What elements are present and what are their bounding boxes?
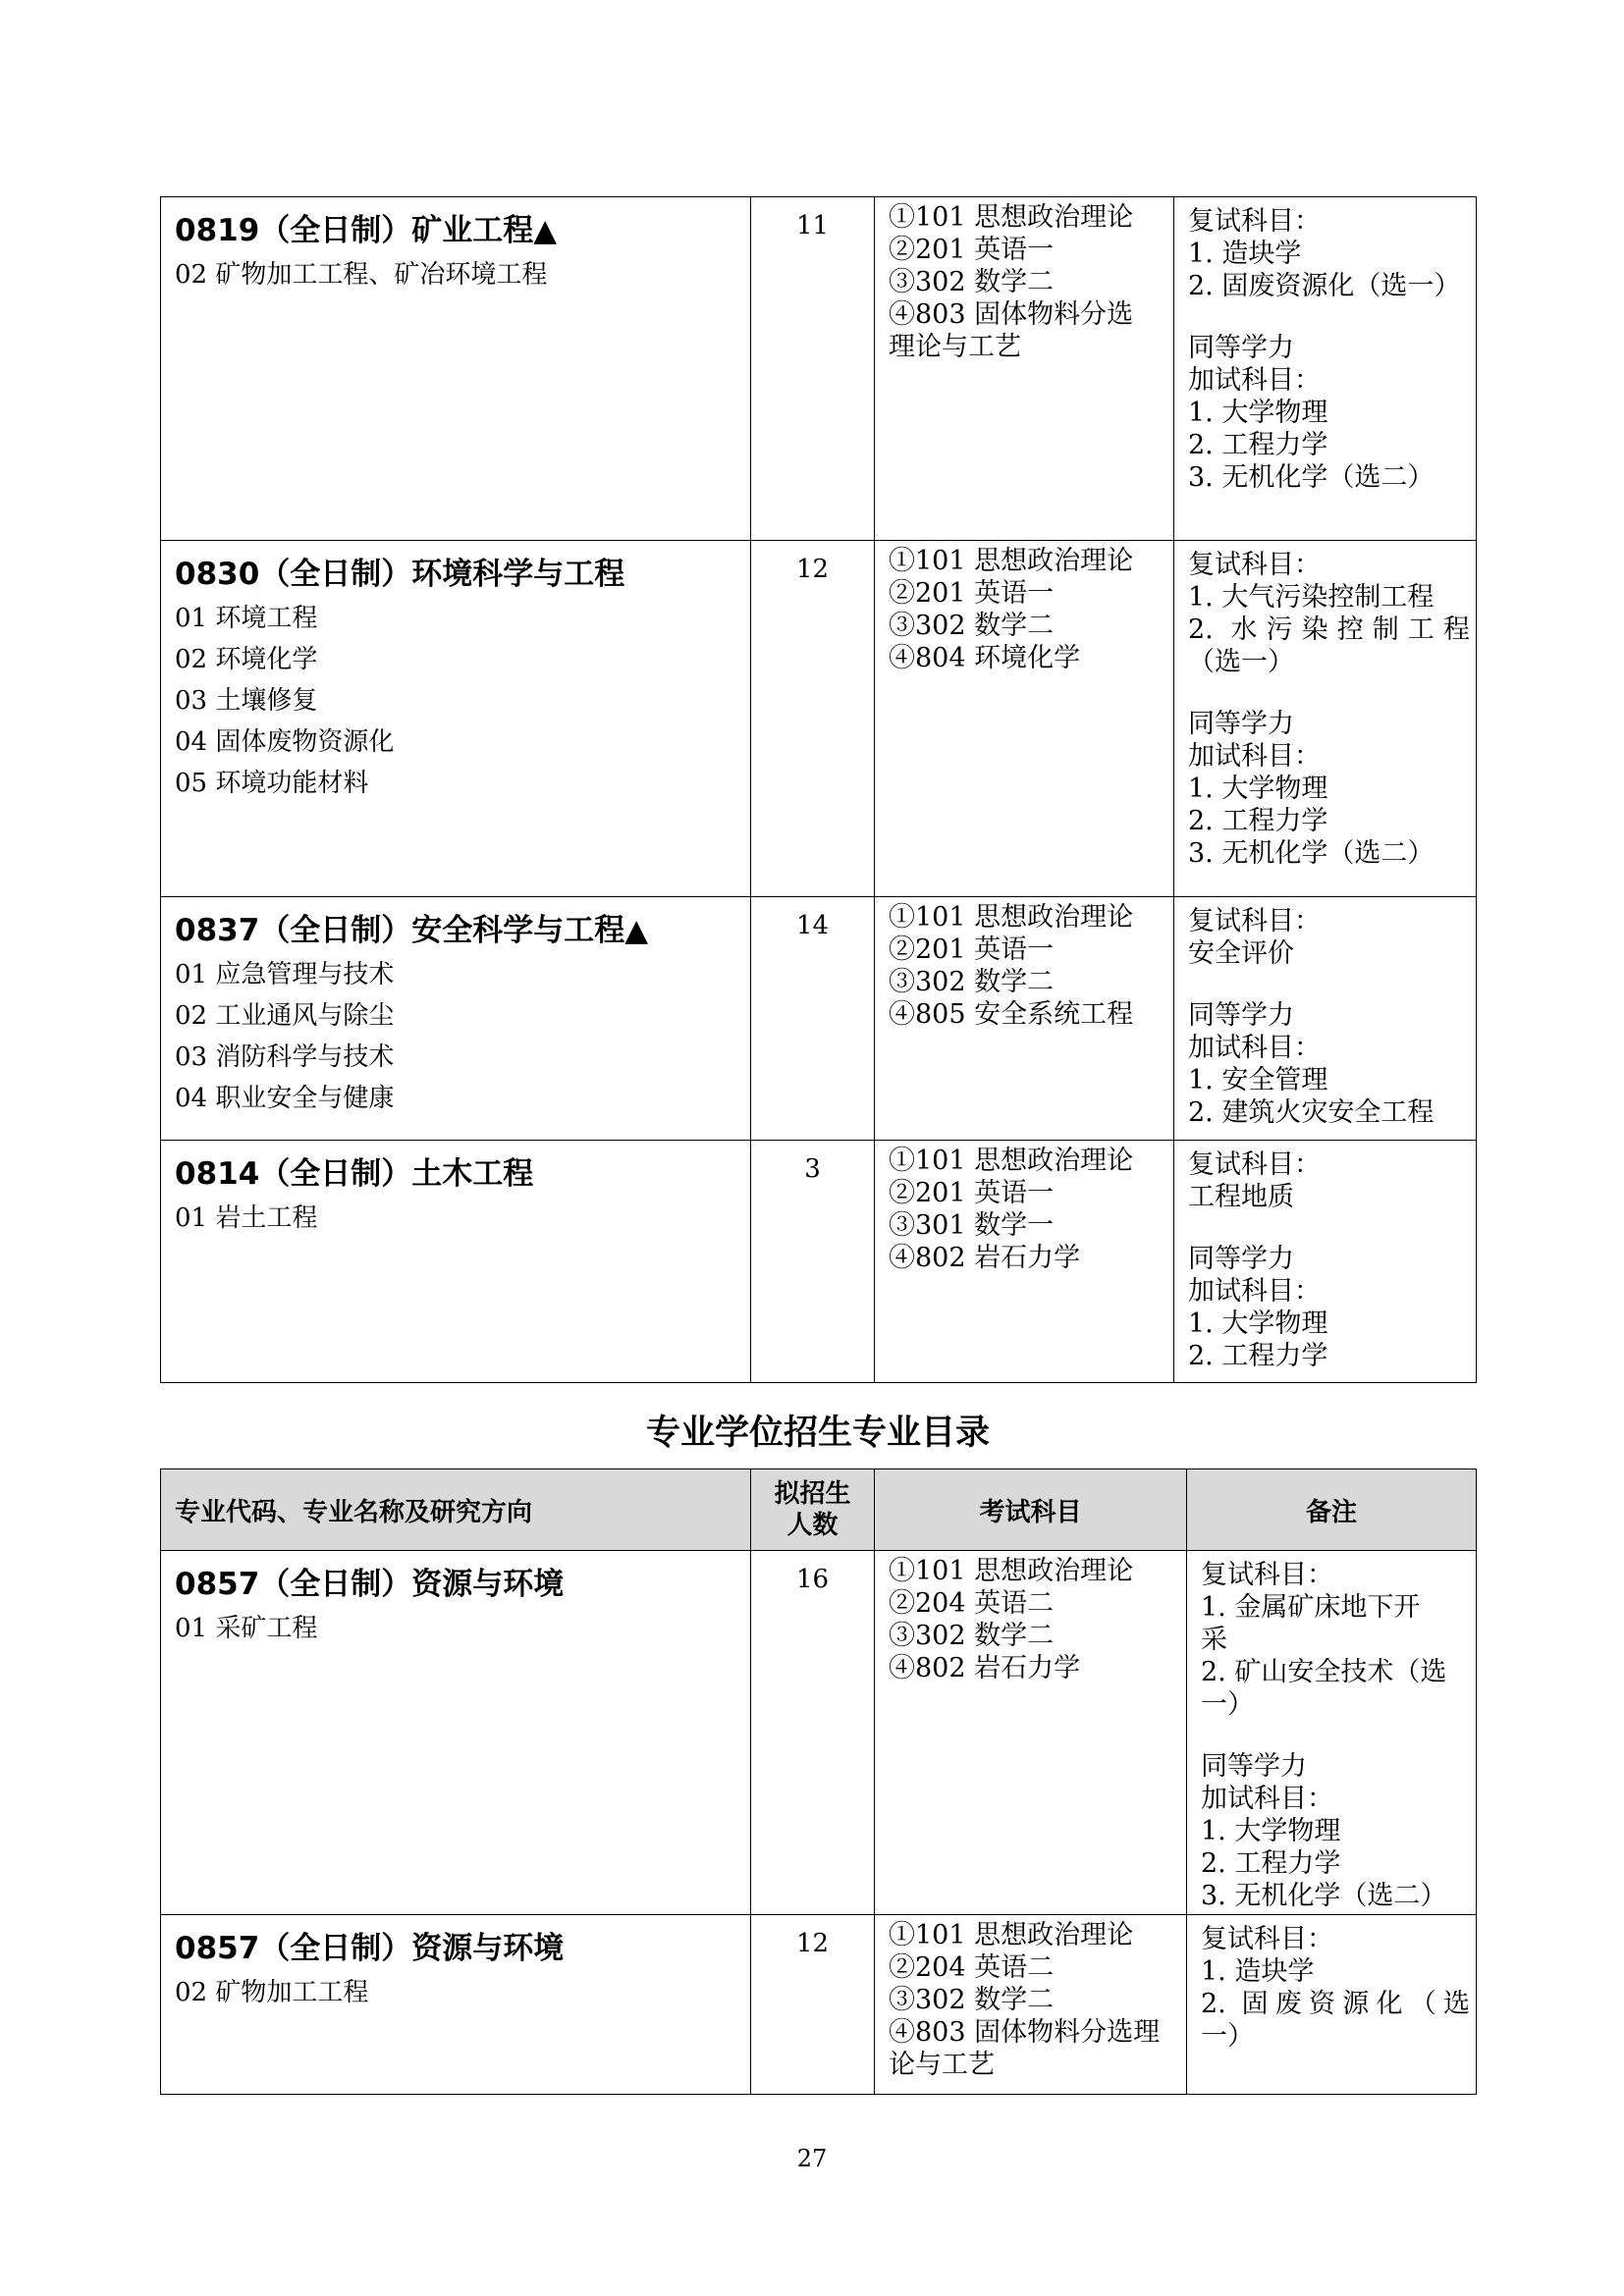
direction-list [175, 598, 738, 804]
retest-item: 1. 金属矿床地下开 [1201, 1592, 1421, 1623]
subject-item: ④802 岩石力学 [889, 1653, 1081, 1683]
exam-subjects [875, 541, 1174, 897]
major-cell [161, 197, 751, 541]
major-cell [161, 1551, 751, 1915]
exam-subjects [875, 1915, 1187, 2095]
page-number: 27 [796, 2145, 828, 2172]
subject-item: ①101 思想政治理论 [889, 202, 1134, 233]
exam-subjects [875, 197, 1174, 541]
direction-item: 04 职业安全与健康 [175, 1084, 395, 1113]
subject-item: ①101 思想政治理论 [889, 546, 1134, 576]
major-title: 0830（全日制）环境科学与工程 [175, 557, 625, 592]
major-cell [161, 1915, 751, 2095]
extra-exam-heading: 加试科目： [1188, 365, 1321, 396]
extra-exam-item: 2. 工程力学 [1188, 1341, 1328, 1371]
subject-item: ④803 固体物料分选 [889, 299, 1134, 330]
subject-item: ③302 数学二 [889, 611, 1055, 641]
professional-majors-table [160, 1468, 1477, 2095]
table-row [161, 541, 1477, 897]
direction-list [175, 1608, 738, 1649]
exam-subjects [875, 1551, 1187, 1915]
subject-item: ②201 英语一 [889, 1178, 1055, 1208]
extra-exam-item: 2. 工程力学 [1201, 1848, 1341, 1879]
equivalent-heading: 同等学力 [1188, 709, 1294, 739]
header-notes: 备注 [1187, 1469, 1477, 1551]
extra-exam-item: 1. 安全管理 [1188, 1065, 1328, 1095]
notes-cell [1174, 1141, 1477, 1383]
retest-item: 一） [1201, 2021, 1254, 2052]
major-title: 0814（全日制）土木工程 [175, 1156, 534, 1192]
extra-exam-item: 2. 建筑火灾安全工程 [1188, 1097, 1435, 1128]
major-title: 0857（全日制）资源与环境 [175, 1931, 565, 1966]
equivalent-heading: 同等学力 [1201, 1751, 1307, 1782]
table-row [161, 1141, 1477, 1383]
retest-heading: 复试科目： [1201, 1924, 1333, 1954]
retest-item: 一） [1201, 1689, 1254, 1720]
major-cell [161, 541, 751, 897]
enrollment-count: 12 [751, 541, 875, 897]
extra-exam-item: 2. 工程力学 [1188, 430, 1328, 460]
subject-item: ③302 数学二 [889, 1985, 1055, 2015]
direction-item: 01 环境工程 [175, 604, 318, 633]
major-title: 0837（全日制）安全科学与工程▲ [175, 913, 649, 948]
subject-item: ③301 数学一 [889, 1210, 1055, 1241]
retest-item: 1. 大气污染控制工程 [1188, 582, 1435, 613]
direction-item: 01 应急管理与技术 [175, 960, 395, 989]
enrollment-count: 3 [751, 1141, 875, 1383]
direction-list [175, 1198, 738, 1239]
direction-item: 05 环境功能材料 [175, 769, 369, 798]
retest-item: 1. 造块学 [1201, 1956, 1315, 1987]
notes-cell [1174, 197, 1477, 541]
direction-item: 01 采矿工程 [175, 1614, 318, 1643]
header-count-line1: 拟招生 [774, 1479, 851, 1509]
direction-list [175, 254, 738, 295]
extra-exam-item: 3. 无机化学（选二） [1201, 1881, 1447, 1911]
major-cell [161, 897, 751, 1141]
subject-item: ④802 岩石力学 [889, 1243, 1081, 1273]
subject-item: ②201 英语一 [889, 578, 1055, 609]
retest-item: 2. 水污染控制工程 [1188, 614, 1470, 645]
table-header-row [161, 1469, 1477, 1551]
retest-heading: 复试科目： [1188, 906, 1321, 936]
extra-exam-item: 3. 无机化学（选二） [1188, 838, 1435, 869]
major-title: 0819（全日制）矿业工程▲ [175, 213, 558, 248]
retest-heading: 复试科目： [1201, 1560, 1333, 1590]
retest-item: 安全评价 [1188, 938, 1294, 969]
notes-cell [1187, 1551, 1477, 1915]
extra-exam-item: 2. 工程力学 [1188, 806, 1328, 836]
extra-exam-heading: 加试科目： [1188, 741, 1321, 772]
direction-item: 02 矿物加工工程 [175, 1978, 369, 2007]
enrollment-count: 14 [751, 897, 875, 1141]
extra-exam-item: 3. 无机化学（选二） [1188, 462, 1435, 493]
exam-subjects [875, 1141, 1174, 1383]
equivalent-heading: 同等学力 [1188, 1244, 1294, 1274]
major-title: 0857（全日制）资源与环境 [175, 1567, 565, 1602]
direction-item: 03 消防科学与技术 [175, 1042, 395, 1072]
exam-subjects [875, 897, 1174, 1141]
header-major: 专业代码、专业名称及研究方向 [161, 1469, 751, 1551]
subject-item: ④803 固体物料分选理 [889, 2017, 1161, 2048]
table-row [161, 897, 1477, 1141]
retest-item: 1. 造块学 [1188, 239, 1302, 269]
direction-item: 02 矿物加工工程、矿冶环境工程 [175, 260, 548, 290]
extra-exam-item: 1. 大学物理 [1188, 1308, 1328, 1339]
subject-item: ①101 思想政治理论 [889, 1146, 1134, 1176]
retest-item: （选一） [1188, 647, 1294, 677]
table-row [161, 1551, 1477, 1915]
notes-cell [1187, 1915, 1477, 2095]
subject-item: 理论与工艺 [889, 332, 1021, 362]
subject-item: ④805 安全系统工程 [889, 999, 1134, 1030]
subject-item: ①101 思想政治理论 [889, 1556, 1134, 1586]
subject-item: ③302 数学二 [889, 267, 1055, 297]
table-row [161, 197, 1477, 541]
retest-heading: 复试科目： [1188, 206, 1321, 237]
header-subjects: 考试科目 [875, 1469, 1187, 1551]
subject-item: ①101 思想政治理论 [889, 1920, 1134, 1950]
direction-item: 04 固体废物资源化 [175, 727, 395, 757]
subject-item: 论与工艺 [889, 2050, 995, 2080]
retest-item: 2. 固废资源化（选一） [1188, 271, 1461, 301]
retest-item: 采 [1201, 1625, 1227, 1655]
subject-item: ②201 英语一 [889, 934, 1055, 965]
direction-item: 02 环境化学 [175, 645, 318, 674]
equivalent-heading: 同等学力 [1188, 333, 1294, 363]
enrollment-count: 11 [751, 197, 875, 541]
extra-exam-item: 1. 大学物理 [1188, 774, 1328, 804]
extra-exam-heading: 加试科目： [1201, 1784, 1333, 1814]
header-count [751, 1469, 875, 1551]
direction-item: 01 岩土工程 [175, 1203, 318, 1233]
academic-majors-table [160, 196, 1477, 1383]
notes-cell [1174, 541, 1477, 897]
retest-heading: 复试科目： [1188, 1149, 1321, 1180]
subject-item: ②204 英语二 [889, 1952, 1055, 1983]
retest-item: 2. 固废资源化（选 [1201, 1989, 1470, 2019]
enrollment-count: 12 [751, 1915, 875, 2095]
extra-exam-item: 1. 大学物理 [1201, 1816, 1341, 1846]
direction-item: 02 工业通风与除尘 [175, 1001, 395, 1031]
direction-list [175, 1972, 738, 2013]
subject-item: ④804 环境化学 [889, 643, 1081, 673]
equivalent-heading: 同等学力 [1188, 1000, 1294, 1031]
extra-exam-heading: 加试科目： [1188, 1276, 1321, 1307]
header-count-line2: 人数 [786, 1511, 839, 1540]
enrollment-count: 16 [751, 1551, 875, 1915]
subject-item: ③302 数学二 [889, 1621, 1055, 1651]
direction-list [175, 954, 738, 1119]
retest-heading: 复试科目： [1188, 550, 1321, 580]
notes-cell [1174, 897, 1477, 1141]
extra-exam-item: 1. 大学物理 [1188, 398, 1328, 428]
section-title: 专业学位招生专业目录 [645, 1414, 990, 1453]
direction-item: 03 土壤修复 [175, 686, 318, 716]
subject-item: ②201 英语一 [889, 235, 1055, 265]
major-cell [161, 1141, 751, 1383]
retest-item: 2. 矿山安全技术（选 [1201, 1657, 1447, 1687]
subject-item: ②204 英语二 [889, 1588, 1055, 1619]
extra-exam-heading: 加试科目： [1188, 1033, 1321, 1063]
table-row [161, 1915, 1477, 2095]
retest-item: 工程地质 [1188, 1182, 1294, 1212]
subject-item: ①101 思想政治理论 [889, 902, 1134, 933]
subject-item: ③302 数学二 [889, 967, 1055, 997]
